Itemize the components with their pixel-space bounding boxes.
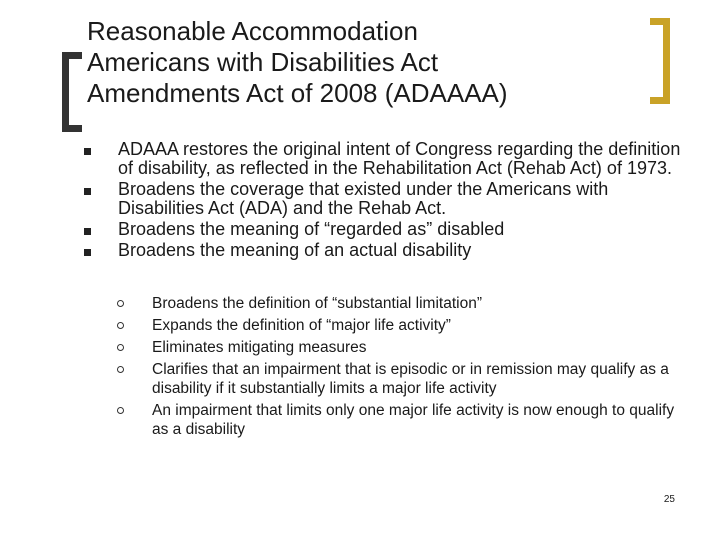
hollow-circle-bullet-icon: [117, 344, 124, 351]
bullet-text: Broadens the meaning of an actual disability: [118, 240, 472, 260]
sub-bullet-text: Expands the definition of “major life activity”: [152, 317, 451, 334]
title-line-3: Amendments Act of 2008 (ADAAAA): [87, 78, 508, 108]
sub-bullet-item: [116, 294, 676, 313]
sub-bullet-text: Eliminates mitigating measures: [152, 339, 367, 356]
left-bracket-decoration: [62, 52, 82, 132]
hollow-circle-bullet-icon: [117, 366, 124, 373]
hollow-circle-bullet-icon: [117, 407, 124, 414]
right-bracket-decoration: [650, 18, 670, 104]
hollow-circle-bullet-icon: [117, 300, 124, 307]
sub-bullet-item: [116, 316, 676, 335]
title-line-2: Americans with Disabilities Act: [87, 47, 439, 77]
page-number: 25: [663, 494, 675, 505]
bullet-text: Broadens the meaning of “regarded as” disabled: [118, 219, 505, 239]
bullet-text: Broadens the coverage that existed under the Americans with Disabilities Act (ADA) and the Rehab Act.: [118, 179, 609, 218]
sub-bullet-item: [116, 360, 676, 398]
sub-bullet-item: [116, 401, 676, 439]
square-bullet-icon: [84, 249, 91, 256]
hollow-circle-bullet-icon: [117, 322, 124, 329]
sub-bullet-list: [116, 294, 676, 442]
bullet-item: [82, 220, 682, 239]
bullet-text: ADAAA restores the original intent of Congress regarding the definition of disability, as reflected in the Rehabilitation Act (Rehab Act) of 1973.: [118, 139, 681, 178]
title-line-1: Reasonable Accommodation: [87, 16, 418, 46]
slide-title: [87, 16, 647, 109]
bullet-item: [82, 140, 682, 178]
square-bullet-icon: [84, 148, 91, 155]
bullet-item: [82, 180, 682, 218]
sub-bullet-text: Clarifies that an impairment that is episodic or in remission may qualify as a disability if it substantially limits a major life activity: [152, 361, 669, 397]
square-bullet-icon: [84, 188, 91, 195]
sub-bullet-text: An impairment that limits only one major life activity is now enough to qualify as a disability: [152, 402, 675, 438]
main-bullet-list: [82, 140, 682, 262]
bullet-item: [82, 241, 682, 260]
sub-bullet-text: Broadens the definition of “substantial limitation”: [152, 295, 482, 312]
sub-bullet-item: [116, 338, 676, 357]
square-bullet-icon: [84, 228, 91, 235]
